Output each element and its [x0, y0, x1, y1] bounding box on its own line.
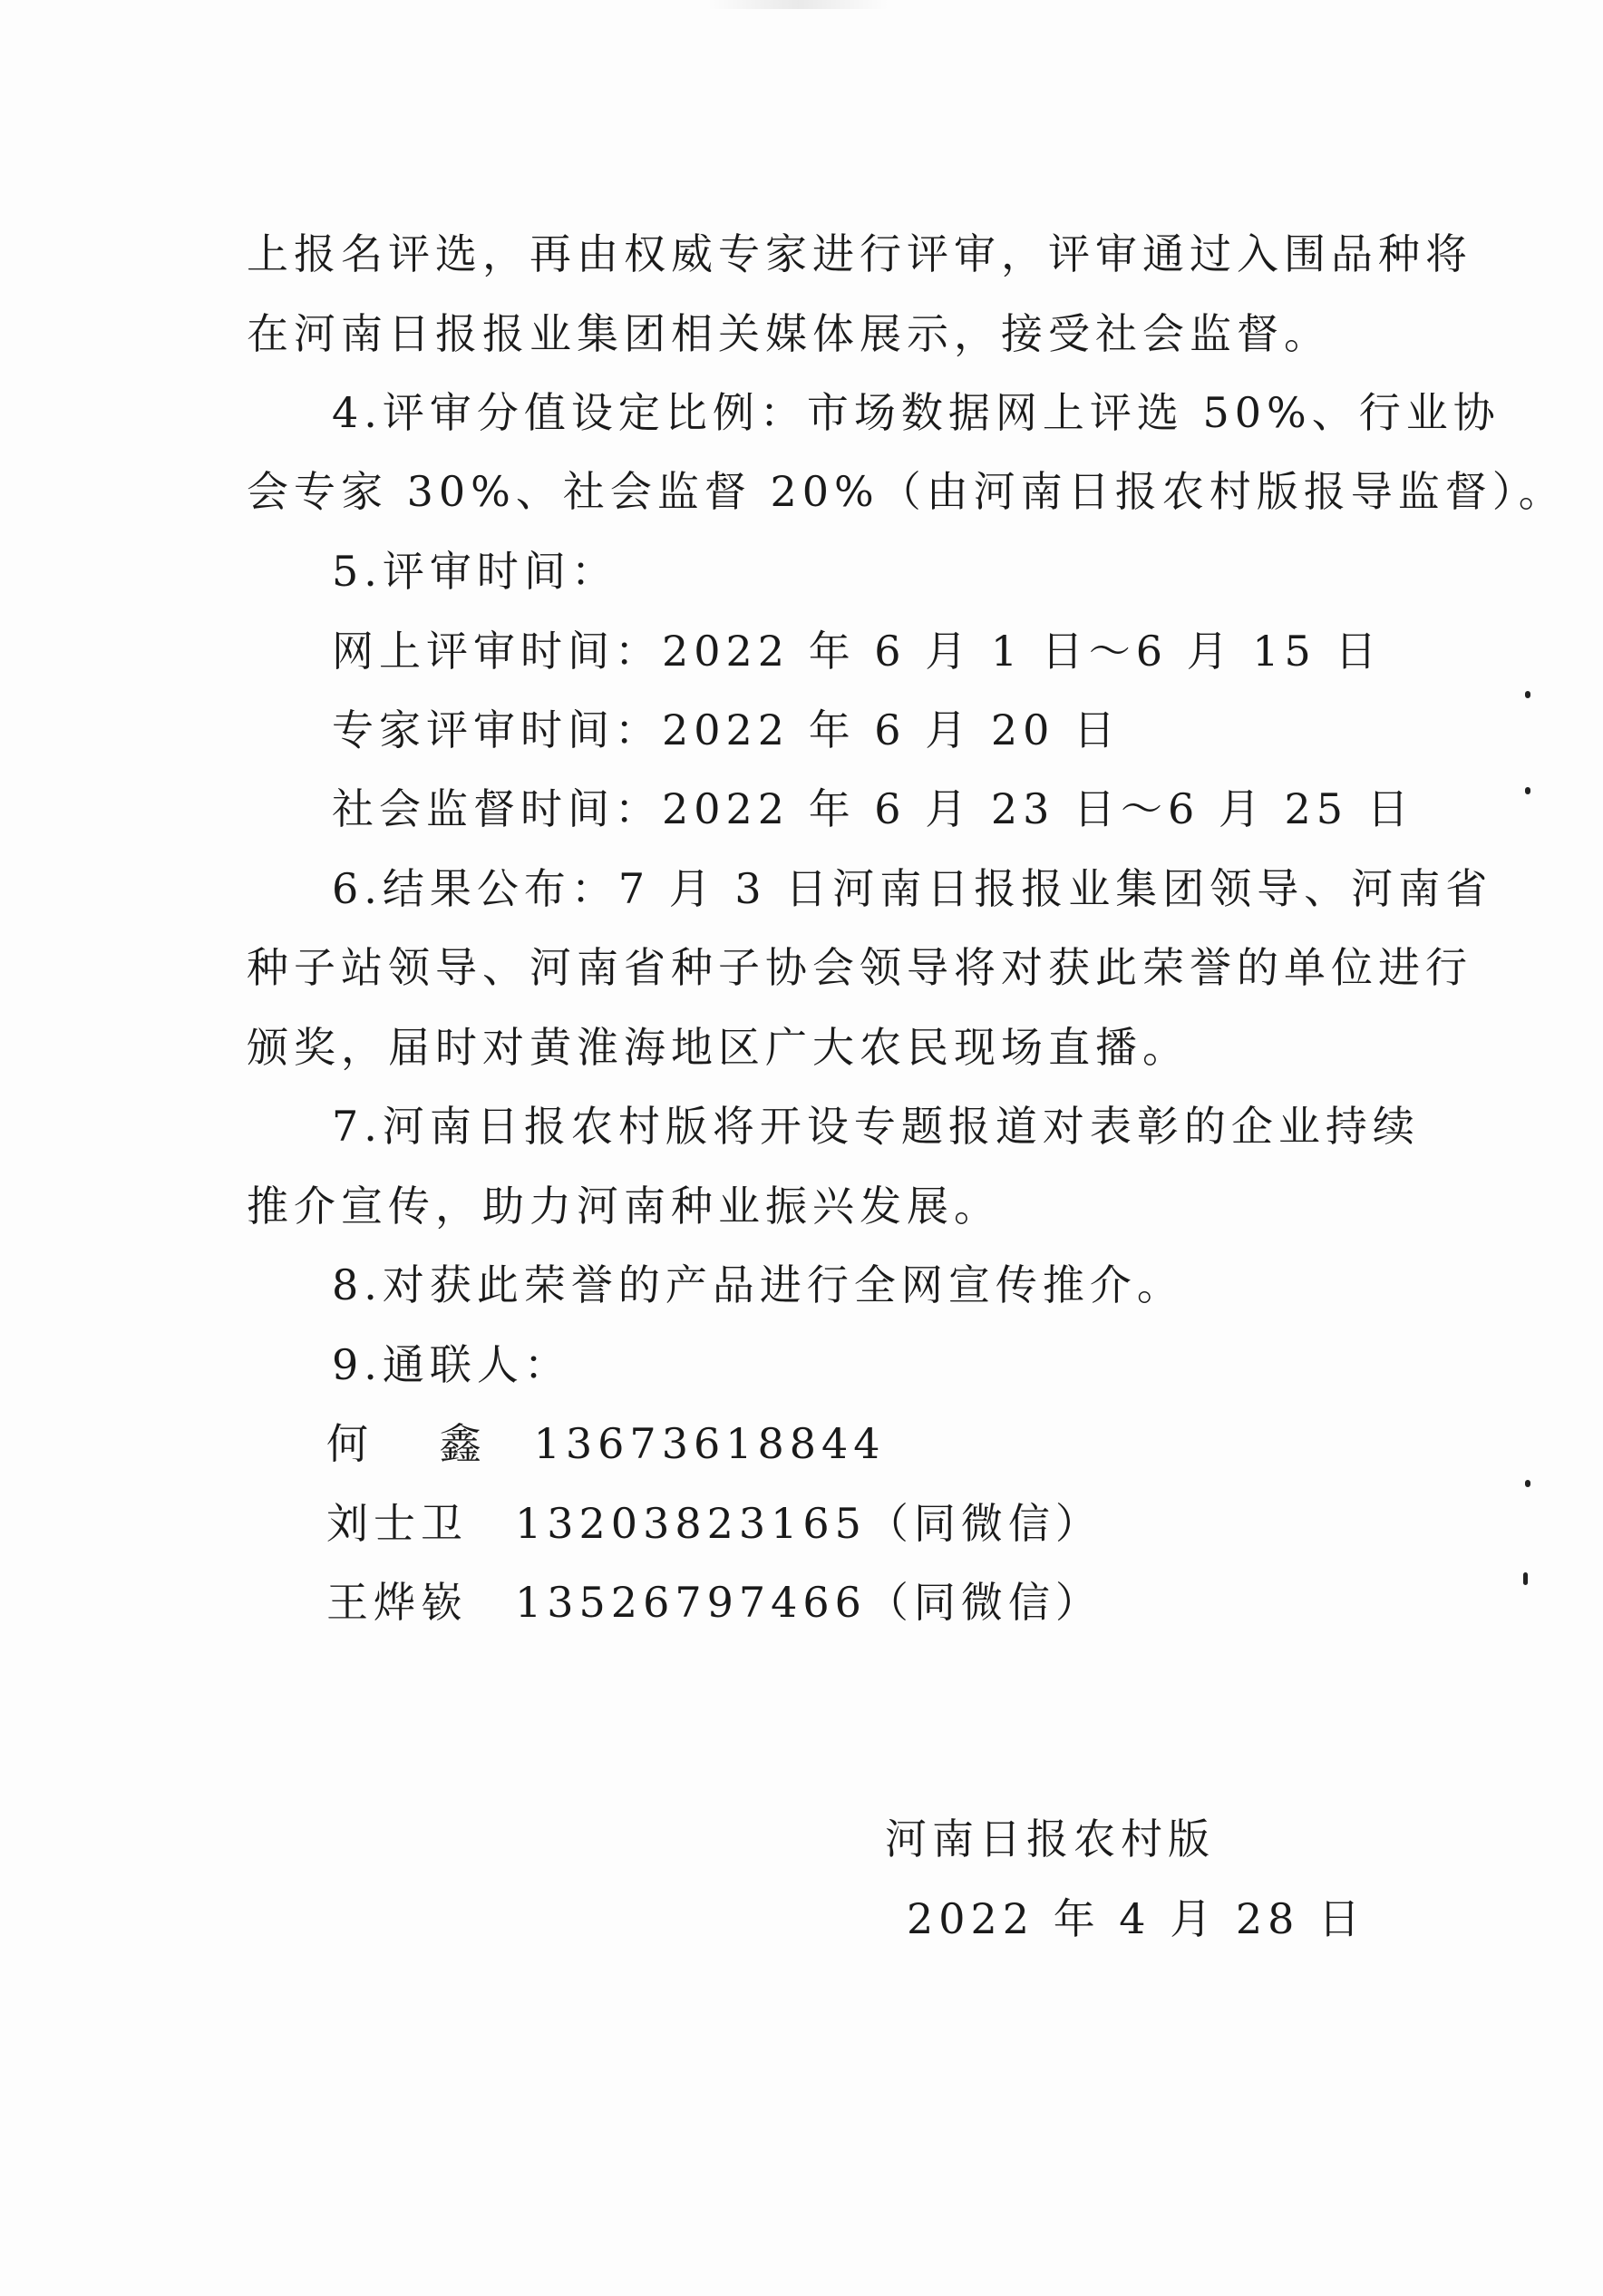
body-line-3: 4.评审分值设定比例：市场数据网上评选 50%、行业协 [332, 388, 1501, 437]
body-line-5: 5.评审时间： [332, 547, 618, 596]
scan-speck [1525, 787, 1530, 794]
contact-line-1: 何 鑫 13673618844 [326, 1419, 886, 1468]
body-line-11: 颁奖，届时对黄淮海地区广大农民现场直播。 [247, 1023, 1190, 1072]
scan-speck [1525, 1480, 1530, 1487]
body-line-8: 社会监督时间：2022 年 6 月 23 日～6 月 25 日 [332, 784, 1414, 833]
scan-smudge [707, 0, 889, 9]
scan-speck [1525, 691, 1530, 698]
body-line-15: 9.通联人： [332, 1340, 571, 1389]
body-line-7: 专家评审时间：2022 年 6 月 20 日 [332, 705, 1121, 754]
contact-line-3: 王烨嵚 13526797466（同微信） [326, 1578, 1103, 1627]
signature-org: 河南日报农村版 [885, 1814, 1215, 1863]
body-line-10: 种子站领导、河南省种子协会领导将对获此荣誉的单位进行 [247, 943, 1472, 992]
body-line-2: 在河南日报报业集团相关媒体展示，接受社会监督。 [247, 309, 1331, 358]
signature-date: 2022 年 4 月 28 日 [907, 1894, 1365, 1943]
scan-speck [1523, 1572, 1528, 1585]
body-line-12: 7.河南日报农村版将开设专题报道对表彰的企业持续 [332, 1102, 1420, 1151]
body-line-14: 8.对获此荣誉的产品进行全网宣传推介。 [332, 1260, 1184, 1309]
body-line-13: 推介宣传，助力河南种业振兴发展。 [247, 1182, 1001, 1231]
body-line-4: 会专家 30%、社会监督 20%（由河南日报农村版报导监督）。 [247, 467, 1566, 516]
contact-line-2: 刘士卫 13203823165（同微信） [326, 1499, 1103, 1548]
body-line-1: 上报名评选，再由权威专家进行评审，评审通过入围品种将 [247, 229, 1472, 278]
body-line-6: 网上评审时间：2022 年 6 月 1 日～6 月 15 日 [332, 627, 1383, 676]
body-line-9: 6.结果公布：7 月 3 日河南日报报业集团领导、河南省 [332, 864, 1493, 913]
